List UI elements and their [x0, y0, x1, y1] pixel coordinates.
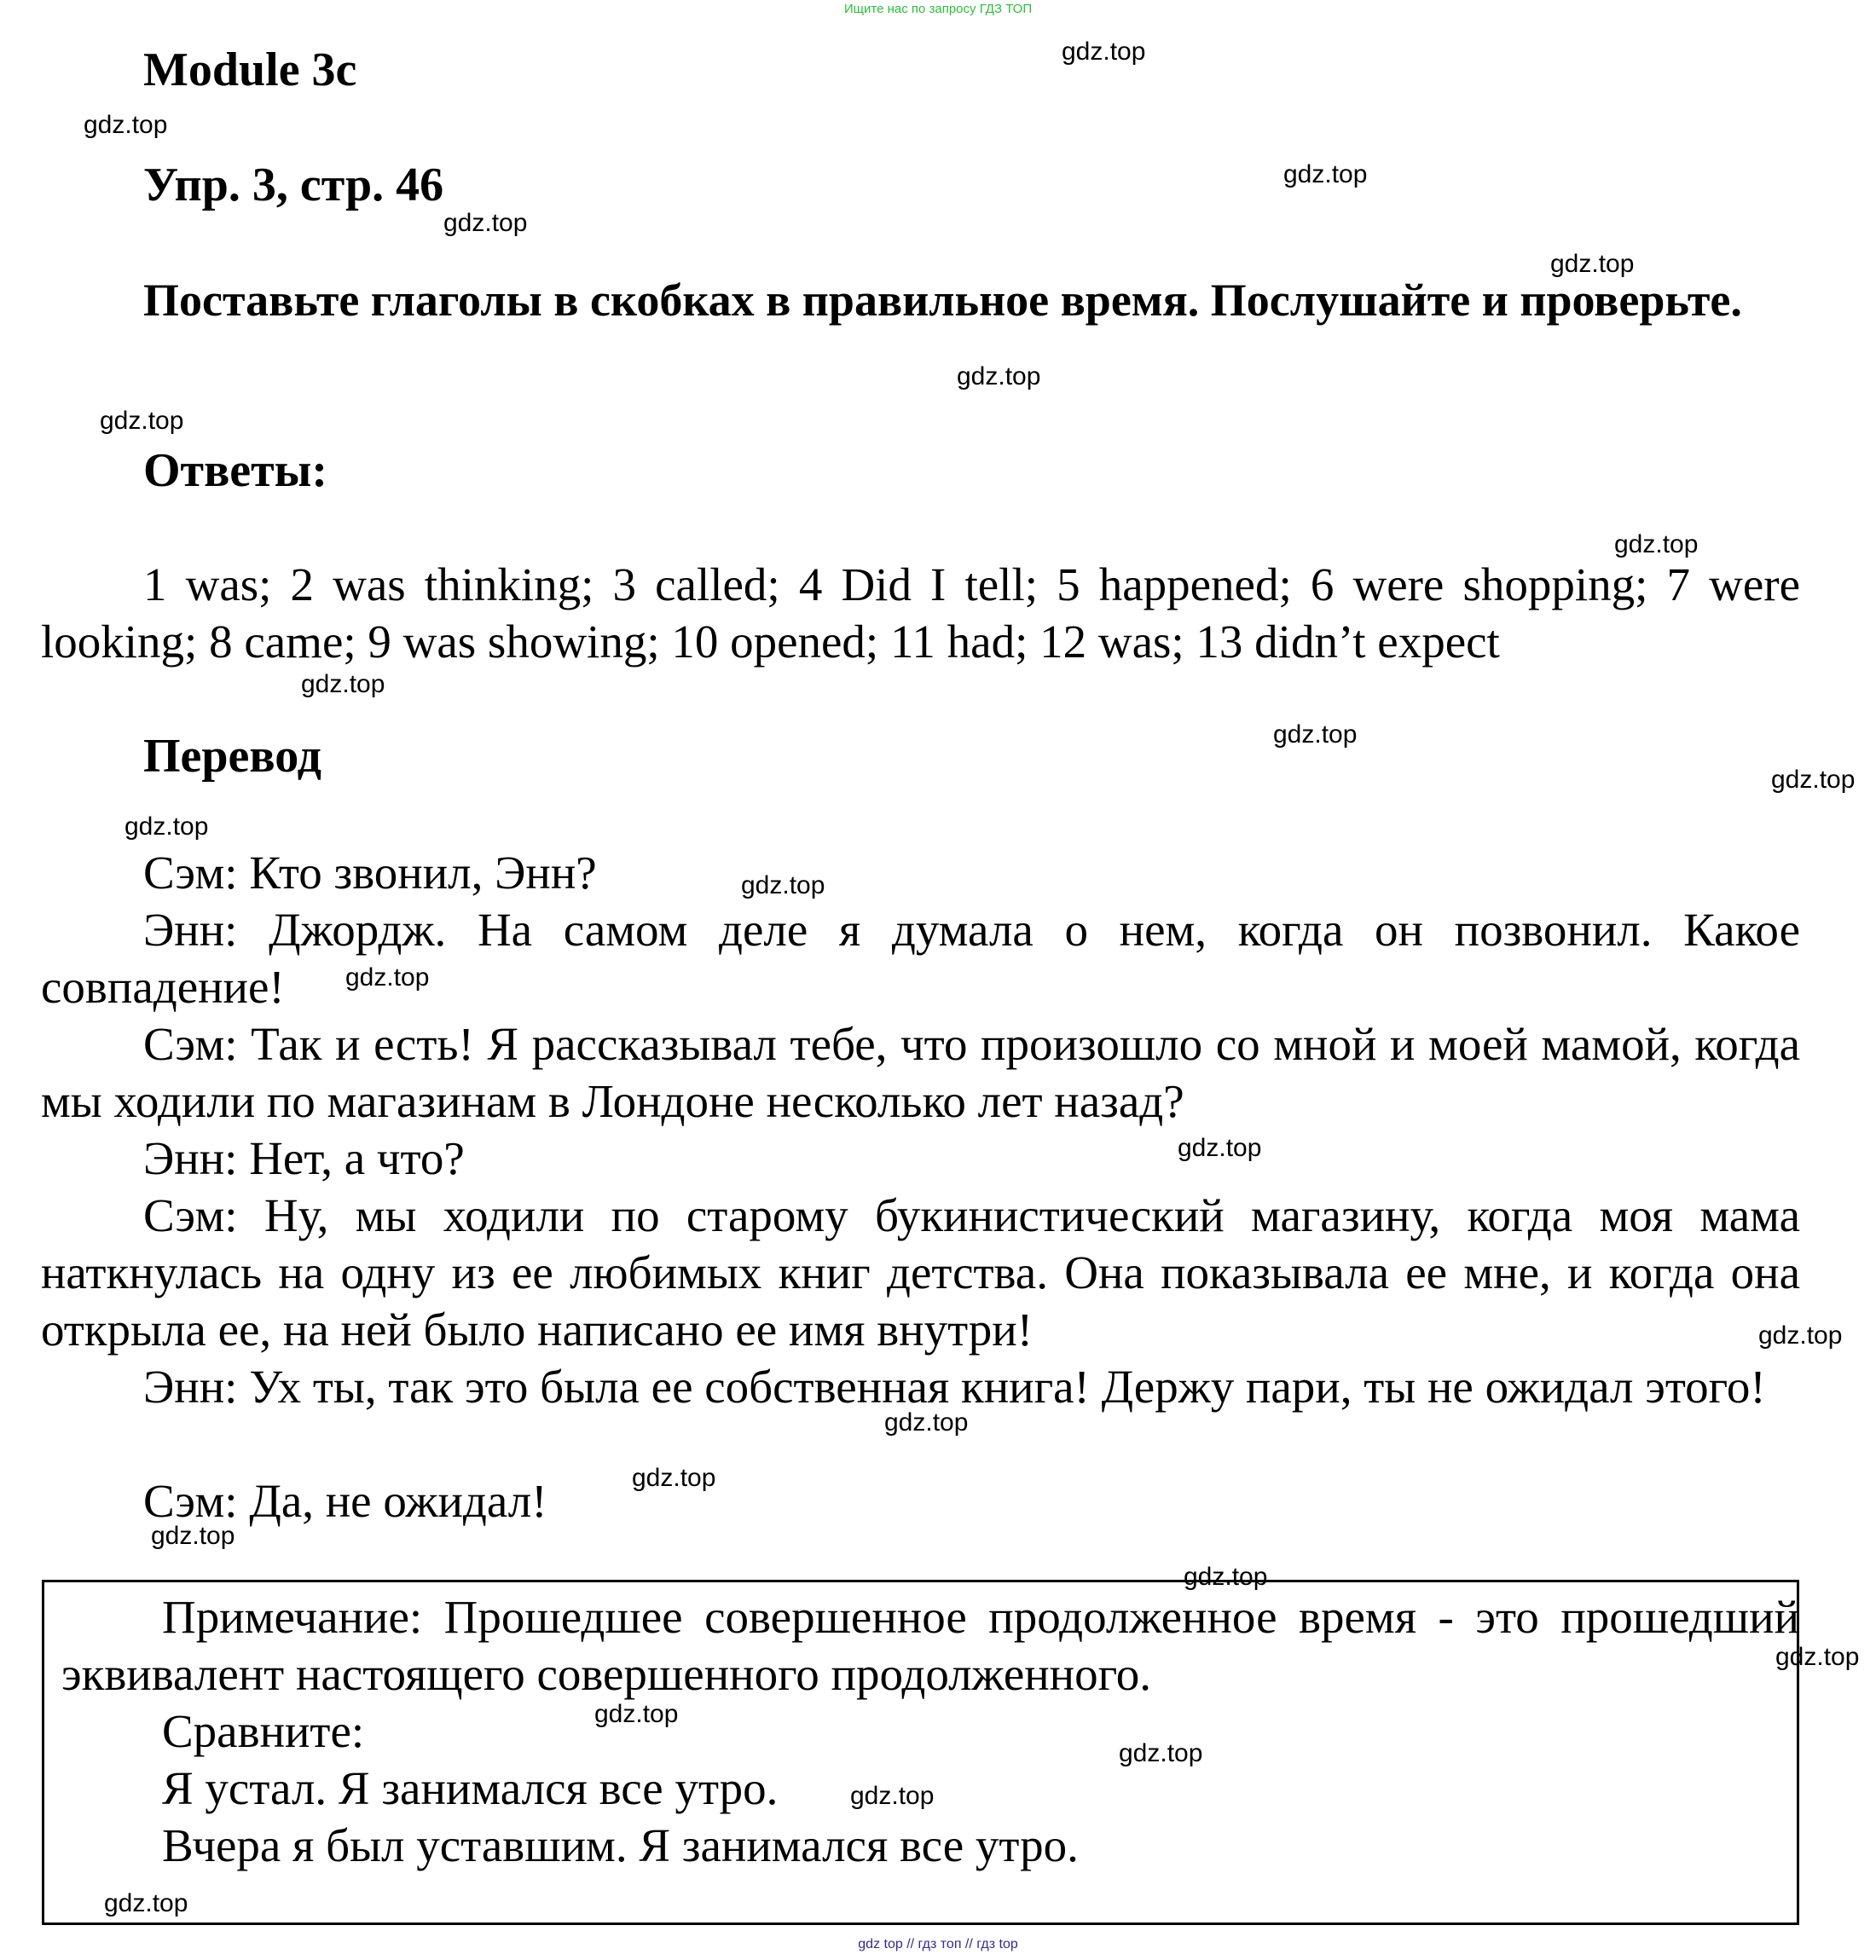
exercise-title: Упр. 3, стр. 46	[143, 159, 444, 211]
watermark: gdz.top	[104, 1889, 188, 1917]
watermark: gdz.top	[1178, 1134, 1262, 1162]
watermark: gdz.top	[301, 670, 385, 698]
example-1: Я устал. Я занимался все утро.	[162, 1762, 779, 1814]
dialogue-line-1: Сэм: Кто звонил, Энн?	[143, 847, 597, 899]
example-2: Вчера я был уставшим. Я занимался все утро.	[162, 1819, 1079, 1871]
footer-banner: gdz top // гдз топ // гдз top	[858, 1937, 1018, 1951]
watermark: gdz.top	[1771, 766, 1856, 794]
watermark: gdz.top	[84, 111, 168, 139]
dialogue-line-3: Сэм: Так и есть! Я рассказывал тебе, что произошло со мной и моей мамой, когда мы ходили по магазинам в Лондоне несколько лет назад?	[41, 1018, 1800, 1127]
watermark: gdz.top	[594, 1700, 679, 1728]
watermark: gdz.top	[1062, 38, 1146, 66]
note-text: Примечание: Прошедшее совершенное продолженное время - это прошедший эквивалент настоящего совершенного продолженного.	[61, 1591, 1799, 1700]
watermark: gdz.top	[884, 1408, 969, 1437]
watermark: gdz.top	[151, 1522, 235, 1550]
answers-text: 1 was; 2 was thinking; 3 called; 4 Did I tell; 5 happened; 6 were shopping; 7 were looking; 8 came; 9 was showing; 10 opened; 11 had; 12 was; 13 didn’t expect	[41, 558, 1800, 668]
watermark: gdz.top	[850, 1782, 935, 1810]
task-instruction: Поставьте глаголы в скобках в правильное время. Послушайте и проверьте.	[143, 275, 1742, 326]
watermark: gdz.top	[1273, 720, 1358, 749]
dialogue-line-6: Энн: Ух ты, так это была ее собственная книга! Держу пари, ты не ожидал этого!	[143, 1361, 1766, 1413]
watermark: gdz.top	[632, 1464, 716, 1492]
dialogue-line-7: Сэм: Да, не ожидал!	[143, 1475, 547, 1527]
watermark: gdz.top	[741, 871, 825, 899]
watermark: gdz.top	[100, 407, 184, 435]
translation-heading: Перевод	[143, 730, 321, 783]
watermark: gdz.top	[124, 812, 209, 841]
watermark: gdz.top	[1758, 1321, 1843, 1350]
search-banner: Ищите нас по запросу ГДЗ ТОП	[843, 2, 1033, 16]
module-title: Module 3c	[143, 43, 357, 96]
watermark: gdz.top	[1614, 530, 1699, 558]
watermark: gdz.top	[1550, 250, 1635, 278]
watermark: gdz.top	[345, 963, 430, 992]
dialogue-line-5: Сэм: Ну, мы ходили по старому букинистический магазину, когда моя мама наткнулась на одну из ее любимых книг детства. Она показывала ее мне, и когда она открыла ее, на ней было написано ее имя внутри!	[41, 1189, 1800, 1356]
answers-heading: Ответы:	[143, 444, 328, 497]
watermark: gdz.top	[1283, 160, 1368, 188]
watermark: gdz.top	[443, 209, 528, 237]
compare-label: Сравните:	[162, 1705, 365, 1757]
watermark: gdz.top	[957, 362, 1041, 390]
dialogue-line-2: Энн: Джордж. На самом деле я думала о нем, когда он позвонил. Какое совпадение!	[41, 904, 1800, 1013]
dialogue-line-4: Энн: Нет, а что?	[143, 1132, 465, 1184]
watermark: gdz.top	[1775, 1643, 1860, 1671]
watermark: gdz.top	[1184, 1563, 1268, 1591]
watermark: gdz.top	[1119, 1739, 1203, 1767]
